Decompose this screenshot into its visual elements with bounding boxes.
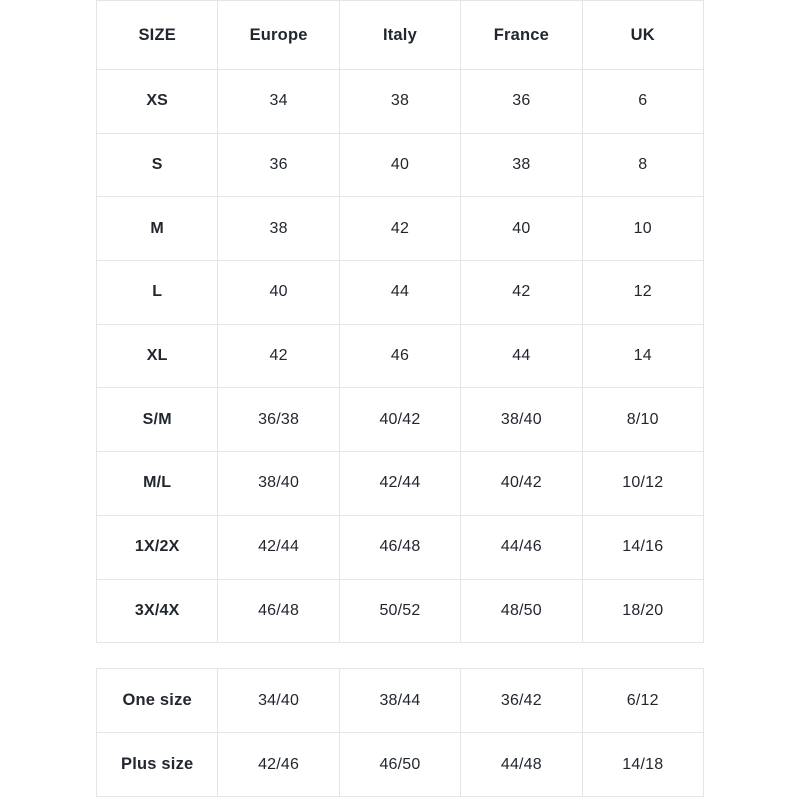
column-header-europe: Europe [218,1,339,70]
cell-italy: 40 [339,133,460,197]
cell-size: 3X/4X [97,579,218,643]
cell-size: 1X/2X [97,515,218,579]
size-chart-main-wrapper [96,0,704,643]
cell-italy: 46/50 [339,733,460,797]
cell-uk: 14 [582,324,703,388]
cell-italy: 50/52 [339,579,460,643]
cell-europe: 40 [218,261,339,325]
cell-italy: 40/42 [339,388,460,452]
cell-italy: 42 [339,197,460,261]
cell-size: One size [97,669,218,733]
cell-uk: 12 [582,261,703,325]
cell-italy: 42/44 [339,452,460,516]
cell-size: S/M [97,388,218,452]
cell-europe: 42 [218,324,339,388]
cell-france: 42 [461,261,582,325]
cell-france: 44/48 [461,733,582,797]
cell-size: XL [97,324,218,388]
cell-italy: 46 [339,324,460,388]
table-body [97,669,704,797]
table-row [97,388,704,452]
cell-italy: 38/44 [339,669,460,733]
cell-size: M/L [97,452,218,516]
cell-italy: 46/48 [339,515,460,579]
column-header-italy: Italy [339,1,460,70]
table-header-row [97,1,704,70]
table-row [97,70,704,134]
cell-france: 44 [461,324,582,388]
cell-france: 36/42 [461,669,582,733]
cell-europe: 34 [218,70,339,134]
cell-size: Plus size [97,733,218,797]
cell-france: 36 [461,70,582,134]
cell-uk: 14/18 [582,733,703,797]
cell-france: 40 [461,197,582,261]
table-row [97,324,704,388]
column-header-france: France [461,1,582,70]
cell-europe: 36 [218,133,339,197]
size-chart-secondary-wrapper [96,668,704,797]
cell-uk: 10 [582,197,703,261]
table-row [97,515,704,579]
cell-europe: 42/46 [218,733,339,797]
table-row [97,261,704,325]
table-row [97,197,704,261]
cell-europe: 34/40 [218,669,339,733]
cell-italy: 38 [339,70,460,134]
cell-europe: 36/38 [218,388,339,452]
cell-uk: 8/10 [582,388,703,452]
cell-uk: 18/20 [582,579,703,643]
cell-uk: 10/12 [582,452,703,516]
size-chart-main-table [96,0,704,643]
column-header-uk: UK [582,1,703,70]
cell-europe: 42/44 [218,515,339,579]
cell-size: S [97,133,218,197]
table-body [97,70,704,643]
table-row [97,733,704,797]
cell-france: 38 [461,133,582,197]
cell-uk: 6 [582,70,703,134]
table-row [97,133,704,197]
column-header-size: SIZE [97,1,218,70]
cell-europe: 46/48 [218,579,339,643]
cell-france: 38/40 [461,388,582,452]
table-header [97,1,704,70]
cell-france: 40/42 [461,452,582,516]
size-chart-secondary-table [96,668,704,797]
cell-italy: 44 [339,261,460,325]
cell-europe: 38/40 [218,452,339,516]
cell-france: 48/50 [461,579,582,643]
table-row [97,669,704,733]
cell-size: L [97,261,218,325]
cell-france: 44/46 [461,515,582,579]
cell-europe: 38 [218,197,339,261]
cell-size: XS [97,70,218,134]
cell-uk: 6/12 [582,669,703,733]
cell-size: M [97,197,218,261]
table-row [97,579,704,643]
table-row [97,452,704,516]
cell-uk: 14/16 [582,515,703,579]
cell-uk: 8 [582,133,703,197]
